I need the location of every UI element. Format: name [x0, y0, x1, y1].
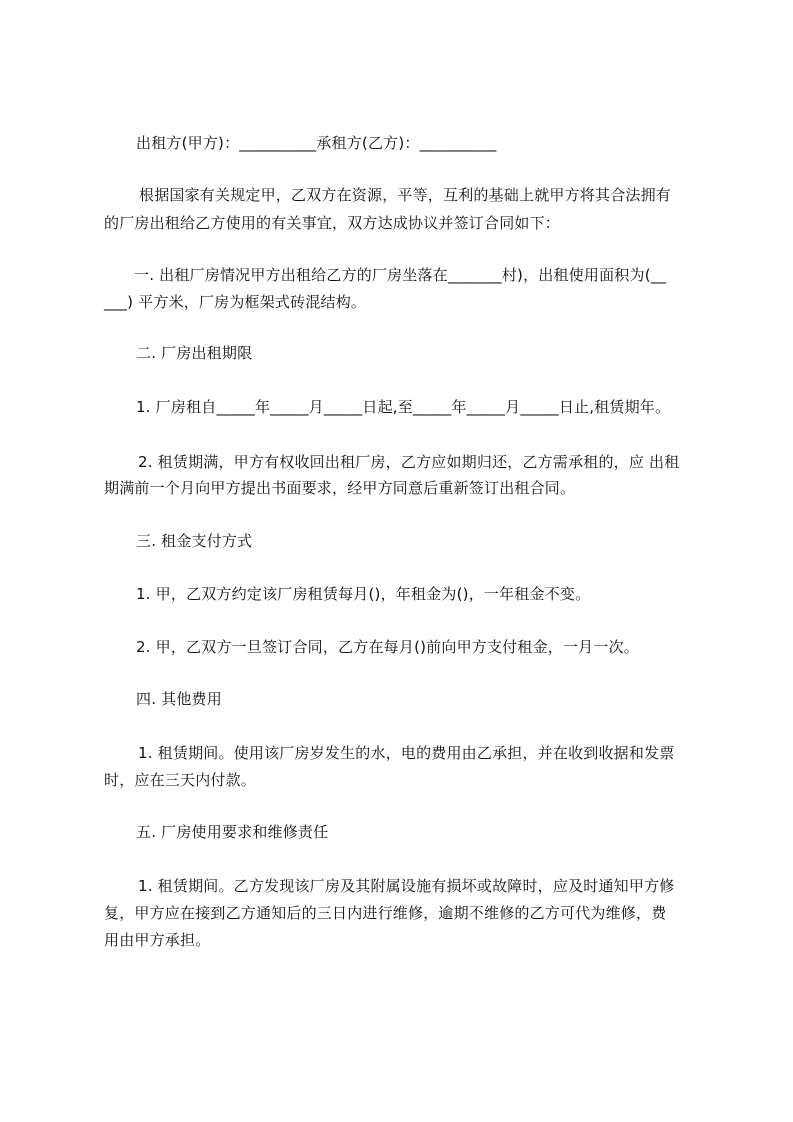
section-1-line-2: ___) 平方米，厂房为框架式砖混结构。	[104, 293, 367, 311]
section-2-item-1: 1. 厂房租自_____年_____月_____日起,至_____年_____月_____日止,租赁期年。	[136, 398, 671, 416]
section-3-item-2: 2. 甲，乙双方一旦签订合同，乙方在每月()前向甲方支付租金，一月一次。	[136, 638, 639, 656]
section-4-heading: 四. 其他费用	[136, 690, 222, 708]
section-2-item-2-line-1: 2. 租赁期满，甲方有权收回出租厂房，乙方应如期归还，乙方需承租的，应 出租	[138, 453, 680, 471]
section-3-item-1: 1. 甲，乙双方约定该厂房租赁每月()，年租金为()，一年租金不变。	[136, 585, 591, 603]
section-4-item-1-line-1: 1. 租赁期间。使用该厂房岁发生的水，电的费用由乙承担，并在收到收据和发票	[138, 744, 675, 762]
intro-line-1: 根据国家有关规定甲，乙双方在资源，平等，互利的基础上就甲方将其合法拥有	[139, 186, 672, 204]
section-5-item-1-line-2: 复，甲方应在接到乙方通知后的三日内进行维修，逾期不维修的乙方可代为维修，费	[104, 904, 667, 922]
section-2-item-2-line-2: 期满前一个月向甲方提出书面要求，经甲方同意后重新签订出租合同。	[104, 479, 576, 497]
section-1-line-1: 一. 出租厂房情况甲方出租给乙方的厂房坐落在_______村)，出租使用面积为(__	[134, 266, 667, 284]
intro-line-2: 的厂房出租给乙方使用的有关事宜，双方达成协议并签订合同如下：	[104, 214, 561, 232]
section-5-heading: 五. 厂房使用要求和维修责任	[136, 823, 329, 841]
section-2-heading: 二. 厂房出租期限	[136, 344, 253, 362]
parties-header: 出租方(甲方)：__________承租方(乙方)：__________	[136, 134, 497, 152]
section-4-item-1-line-2: 时，应在三天内付款。	[104, 771, 257, 789]
section-3-heading: 三. 租金支付方式	[136, 532, 253, 550]
section-5-item-1-line-3: 用由甲方承担。	[104, 931, 211, 949]
section-5-item-1-line-1: 1. 租赁期间。乙方发现该厂房及其附属设施有损坏或故障时，应及时通知甲方修	[138, 877, 675, 895]
